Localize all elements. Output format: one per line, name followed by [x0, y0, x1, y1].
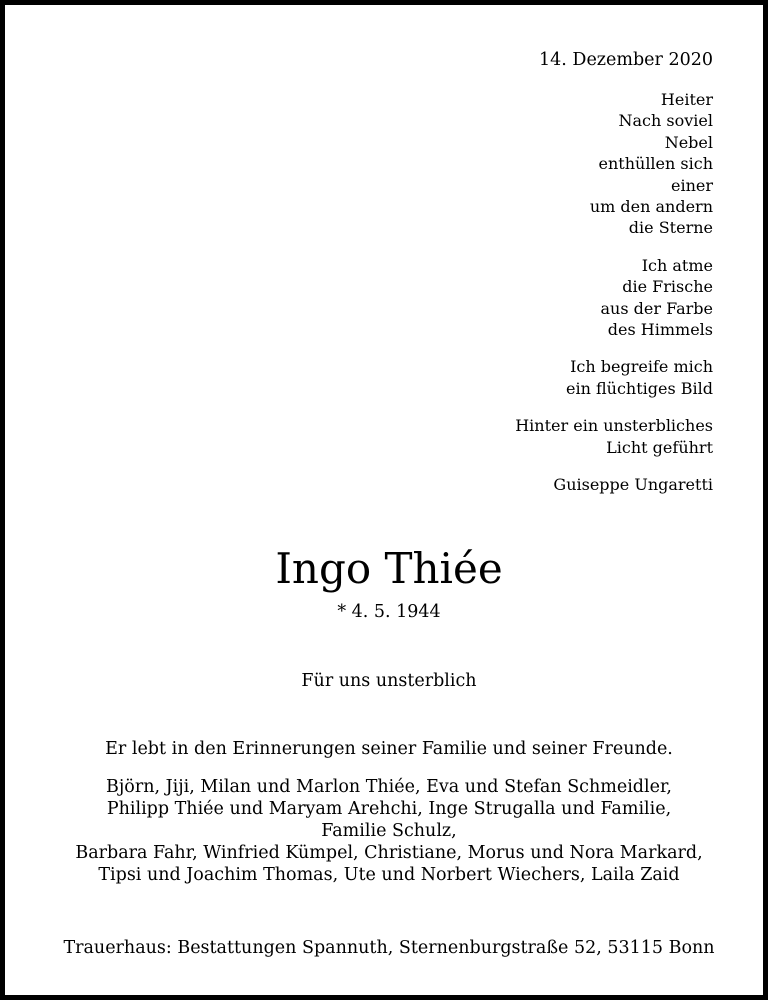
poem-line: enthüllen sich — [598, 154, 713, 174]
poem — [515, 89, 713, 496]
mourners-line: Tipsi und Joachim Thomas, Ute und Norbert Wiechers, Laila Zaid — [98, 865, 680, 885]
poem-line: Nebel — [664, 132, 713, 152]
poem-line: Ich atme — [641, 255, 713, 275]
poem-line: die Frische — [622, 277, 713, 297]
poem-line: Heiter — [660, 90, 713, 109]
poem-line: einer — [670, 175, 713, 195]
poem-line: Hinter ein unsterbliches — [515, 416, 713, 436]
birth-date: * 4. 5. 1944 — [337, 602, 441, 622]
poem-line: um den andern — [589, 197, 713, 217]
tagline: Für uns unsterblich — [301, 671, 477, 691]
poem-stanza-4 — [515, 415, 713, 458]
deceased-name: Ingo Thiée — [275, 544, 503, 593]
poem-line: Ich begreife mich — [570, 357, 713, 377]
poem-author: Guiseppe Ungaretti — [553, 475, 713, 495]
poem-line: aus der Farbe — [600, 298, 713, 318]
poem-line: ein flüchtiges Bild — [565, 378, 713, 398]
funeral-home: Trauerhaus: Bestattungen Spannuth, Sternenburgstraße 52, 53115 Bonn — [63, 938, 715, 958]
poem-stanza-1 — [515, 89, 713, 239]
mourners-list — [5, 776, 768, 886]
poem-line: die Sterne — [628, 218, 713, 238]
mourners-line: Philipp Thiée und Maryam Arehchi, Inge Strugalla und Familie, — [106, 799, 672, 819]
mourners-line: Familie Schulz, — [321, 821, 457, 841]
poem-stanza-3 — [515, 356, 713, 399]
poem-line: Licht geführt — [606, 437, 713, 457]
mourners-line: Björn, Jiji, Milan und Marlon Thiée, Eva und Stefan Schmeidler, — [106, 777, 672, 797]
poem-line: Nach soviel — [618, 111, 713, 131]
poem-line: des Himmels — [607, 320, 713, 340]
publication-date: 14. Dezember 2020 — [539, 50, 713, 70]
memorial-statement: Er lebt in den Erinnerungen seiner Familie und seiner Freunde. — [105, 739, 673, 759]
poem-stanza-2 — [515, 255, 713, 341]
mourners-line: Barbara Fahr, Winfried Kümpel, Christiane, Morus und Nora Markard, — [75, 843, 703, 863]
